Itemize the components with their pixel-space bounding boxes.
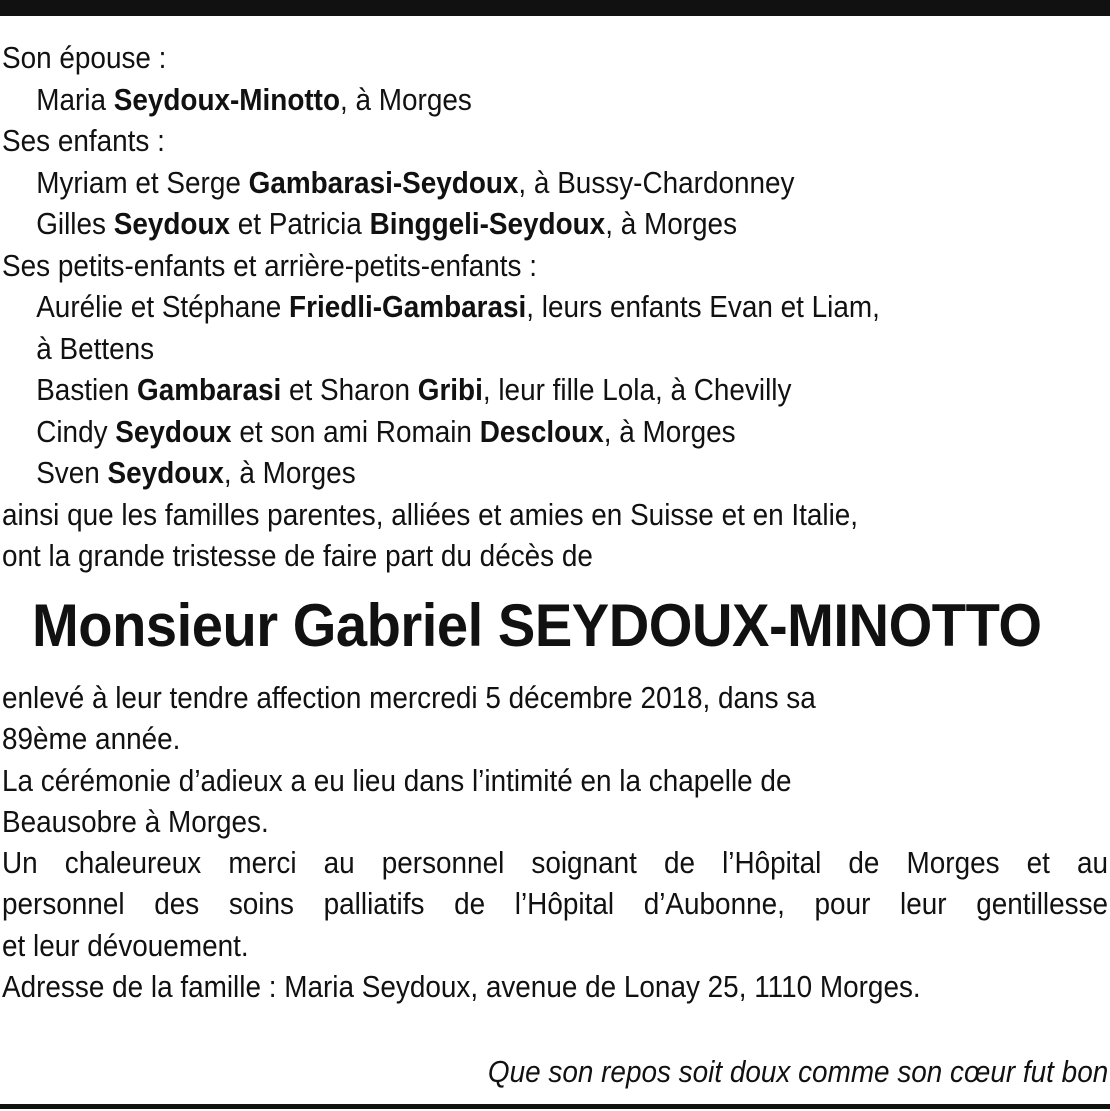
word: soins bbox=[228, 886, 294, 922]
word: pour bbox=[814, 886, 871, 922]
grandchildren-heading: Ses petits-enfants et arrière-petits-enfants : bbox=[2, 247, 538, 283]
body-line-3: La cérémonie d’adieux a eu lieu dans l’intimité en la chapelle de bbox=[2, 762, 792, 798]
body-line-5 bbox=[2, 842, 1108, 883]
word: Un bbox=[2, 845, 38, 881]
child-entry-1: Myriam et Serge Gambarasi-Seydoux, à Bussy-Chardonney bbox=[36, 164, 795, 200]
word: merci bbox=[228, 845, 297, 881]
word: leur bbox=[900, 886, 947, 922]
body-line-1: enlevé à leur tendre affection mercredi 5 décembre 2018, dans sa bbox=[2, 680, 816, 715]
family-address: Adresse de la famille : Maria Seydoux, avenue de Lonay 25, 1110 Morges. bbox=[2, 969, 921, 1005]
word: personnel bbox=[2, 886, 125, 922]
word: de bbox=[848, 845, 880, 881]
spouse-entry: Maria Seydoux-Minotto, à Morges bbox=[36, 81, 472, 117]
child-entry-2: Gilles Seydoux et Patricia Binggeli-Seydoux, à Morges bbox=[36, 206, 738, 241]
grandchild-entry-3: Cindy Seydoux et son ami Romain Descloux, à Morges bbox=[36, 413, 736, 449]
spouse-heading: Son épouse : bbox=[2, 40, 167, 75]
closing-epitaph: Que son repos soit doux comme son cœur fut bon bbox=[487, 1054, 1108, 1089]
word: chaleureux bbox=[64, 845, 202, 881]
relatives-line: ainsi que les familles parentes, alliées et amies en Suisse et en Italie, bbox=[2, 496, 859, 532]
children-heading: Ses enfants : bbox=[2, 123, 165, 158]
word: de bbox=[454, 886, 486, 922]
word: gentillesse bbox=[976, 886, 1109, 922]
body-line-2: 89ème année. bbox=[2, 721, 181, 757]
grandchild-entry-1: Aurélie et Stéphane Friedli-Gambarasi, leurs enfants Evan et Liam, bbox=[36, 289, 880, 324]
body-line-6 bbox=[2, 883, 1108, 924]
word: soignant bbox=[531, 845, 637, 881]
grandchild-entry-2: Bastien Gambarasi et Sharon Gribi, leur fille Lola, à Chevilly bbox=[36, 372, 792, 407]
grandchild-entry-1-cont: à Bettens bbox=[36, 330, 155, 366]
word: l’Hôpital bbox=[514, 886, 615, 922]
grandchild-entry-4: Sven Seydoux, à Morges bbox=[36, 455, 356, 490]
word: Morges bbox=[906, 845, 1000, 881]
word: et bbox=[1026, 845, 1050, 881]
word: des bbox=[154, 886, 200, 922]
top-rule bbox=[0, 0, 1110, 16]
word: l’Hôpital bbox=[722, 845, 822, 881]
notice-body bbox=[2, 677, 1108, 1007]
word: personnel bbox=[381, 845, 505, 881]
deceased-name: Monsieur Gabriel SEYDOUX-MINOTTO bbox=[32, 592, 1042, 659]
bottom-rule bbox=[0, 1104, 1110, 1109]
word: palliatifs bbox=[323, 886, 425, 922]
word: au bbox=[1077, 845, 1109, 881]
word: de bbox=[663, 845, 695, 881]
body-line-4: Beausobre à Morges. bbox=[2, 803, 269, 839]
family-list bbox=[2, 37, 1108, 577]
body-line-7: et leur dévouement. bbox=[2, 927, 249, 963]
word: au bbox=[323, 845, 355, 881]
announcement-line: ont la grande tristesse de faire part du décès de bbox=[2, 538, 593, 573]
word: d’Aubonne, bbox=[643, 886, 785, 922]
